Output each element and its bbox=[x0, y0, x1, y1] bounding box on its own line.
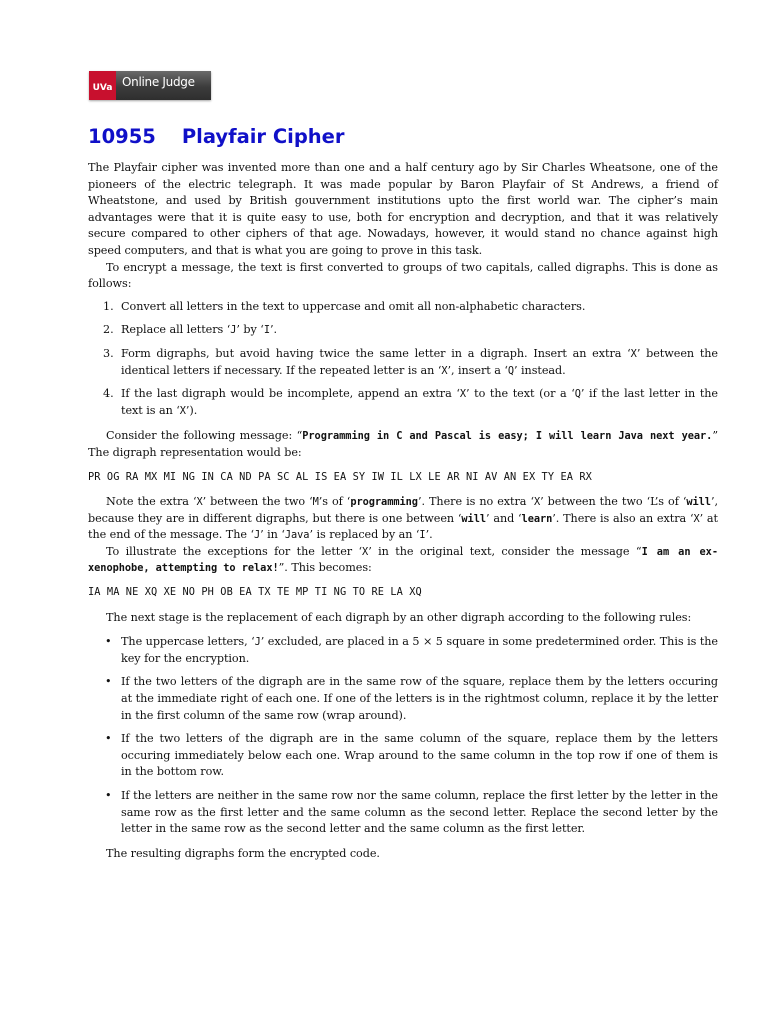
code-letter: X bbox=[196, 496, 203, 509]
stage-intro-paragraph: The next stage is the replacement of each digraph by an other digraph according to the following rules: bbox=[106, 610, 692, 624]
bullet-marker: • bbox=[105, 789, 112, 802]
example-1-paragraph bbox=[88, 428, 718, 461]
text: ’ is replaced by an ‘ bbox=[309, 528, 420, 542]
online-judge-label: Online Judge bbox=[116, 71, 211, 100]
code-word: will bbox=[461, 512, 486, 525]
intro-paragraph: The Playfair cipher was invented more than one and a half century ago by Sir Charles Wheatsone, one of the pioneers of the electric telegraph. It was made popular by Baron Playfair of St Andrews, a friend of Wheatstone, and used by British gouvernment institutions upto the first world war. The cipher’s main advantages were that it is quite easy to use, both for encryption and decryption, and that it was relatively secure compared to other ciphers of that age. Nowadays, however, it would stand no chance against high speed computers, and that is what you are going to prove in this task. bbox=[88, 161, 718, 257]
list-item bbox=[88, 346, 718, 379]
list-item bbox=[88, 788, 718, 838]
example-2-paragraph bbox=[88, 544, 718, 577]
note-paragraph bbox=[88, 494, 718, 544]
steps-list bbox=[88, 299, 718, 420]
rule-text: If the two letters of the digraph are in the same column of the square, replace them by the letters occuring immediately below each one. Wrap around to the same column in the top row if one of them is in the bottom row. bbox=[121, 732, 718, 779]
code-word: will bbox=[686, 496, 711, 509]
example-message-1: Programming in C and Pascal is easy; I will learn Java next year. bbox=[302, 430, 713, 443]
code-letter: J bbox=[230, 324, 237, 337]
step-text: ’ to the text (or a ‘ bbox=[466, 387, 575, 401]
text: ’. There is no extra ‘ bbox=[417, 495, 534, 509]
step-text: Convert all letters in the text to uppercase and omit all non-alphabetic characters. bbox=[121, 299, 586, 313]
list-item bbox=[88, 322, 718, 339]
problem-number: 10955 bbox=[88, 125, 156, 148]
code-letter: Q bbox=[507, 364, 514, 377]
bullet-marker: • bbox=[105, 675, 112, 689]
code-letter: X bbox=[459, 388, 467, 401]
step-text: Form digraphs, but avoid having twice the same letter in a digraph. Insert an extra ‘ bbox=[121, 346, 631, 360]
code-letter: X bbox=[179, 404, 186, 417]
code-word: programming bbox=[350, 496, 418, 509]
rules-list bbox=[88, 634, 718, 838]
rule-text: If the two letters of the digraph are in the same row of the square, replace them by the letters occuring at the immediate right of each one. If one of the letters is in the rightmost column, replace it by the letter in the first column of the same row (wrap around). bbox=[121, 675, 718, 722]
page-title bbox=[88, 125, 345, 148]
rule-text: The uppercase letters, ‘ bbox=[121, 635, 255, 649]
code-letter: M bbox=[312, 496, 319, 509]
problem-title: Playfair Cipher bbox=[181, 125, 345, 148]
code-letter: I bbox=[419, 529, 426, 542]
text: ’s of ‘ bbox=[318, 495, 351, 509]
list-item bbox=[88, 674, 718, 724]
step-text: ’ between the identical letters if necessary. If the repeated letter is an ‘ bbox=[121, 346, 718, 377]
text: Consider the following message: “ bbox=[106, 429, 303, 443]
code-letter: J bbox=[254, 636, 261, 649]
rule-text: ’ excluded, are placed in a 5 × 5 square in some predetermined order. This is the key for the encryption. bbox=[121, 635, 718, 665]
uva-badge: UVa bbox=[89, 71, 116, 100]
code-letter: J bbox=[253, 529, 261, 542]
code-letter: X bbox=[441, 364, 448, 377]
text: ’. There is also an extra ‘ bbox=[552, 511, 694, 525]
code-letter: I bbox=[263, 324, 270, 337]
text: ’ in ‘ bbox=[260, 528, 285, 542]
code-letter: X bbox=[630, 347, 637, 360]
code-letter: Q bbox=[574, 388, 581, 401]
text: ’ in the original text, consider the message “ bbox=[368, 544, 642, 558]
code-letter: X bbox=[362, 545, 369, 558]
step-text: Replace all letters ‘ bbox=[121, 323, 231, 337]
list-item bbox=[88, 634, 718, 667]
text: To illustrate the exceptions for the letter ‘ bbox=[106, 544, 363, 558]
text: ’ between the two ‘L’s of ‘ bbox=[540, 495, 687, 509]
example-message-2: I am an ex-xenophobe, attempting to relax! bbox=[88, 545, 718, 575]
step-text: ’, insert a ‘ bbox=[447, 363, 508, 377]
uva-online-judge-logo[interactable] bbox=[89, 71, 211, 100]
problem-statement bbox=[88, 160, 718, 862]
text: ’, because they are in different digraphs, but there is one between ‘ bbox=[88, 495, 718, 525]
step-text: ’). bbox=[185, 403, 198, 417]
step-text: ’ by ‘ bbox=[236, 323, 264, 337]
text: ” The digraph representation would be: bbox=[88, 429, 718, 459]
bullet-marker: • bbox=[105, 635, 112, 649]
encrypt-intro-paragraph: To encrypt a message, the text is first converted to groups of two capitals, called digraphs. This is done as follows: bbox=[88, 260, 718, 291]
bullet-marker: • bbox=[105, 732, 112, 746]
text: ”. This becomes: bbox=[278, 561, 372, 575]
text: ’ and ‘ bbox=[486, 511, 522, 525]
code-letter: X bbox=[533, 496, 541, 509]
code-word: Java bbox=[284, 529, 310, 542]
closing-paragraph: The resulting digraphs form the encrypted code. bbox=[106, 846, 380, 860]
code-word: learn bbox=[521, 512, 553, 525]
list-marker: 2. bbox=[103, 323, 114, 337]
step-text: ’ instead. bbox=[514, 363, 566, 377]
text: Note the extra ‘ bbox=[106, 495, 197, 509]
list-item bbox=[88, 386, 718, 419]
step-text: ’ if the last letter in the text is an ‘ bbox=[121, 387, 718, 417]
digraph-output-1: PR OG RA MX MI NG IN CA ND PA SC AL IS EA SY IW IL LX LE AR NI AV AN EX TY EA RX bbox=[88, 470, 592, 483]
text: ’ between the two ‘ bbox=[202, 495, 313, 509]
list-marker: 3. bbox=[103, 346, 114, 360]
code-letter: X bbox=[693, 512, 700, 525]
list-item bbox=[88, 299, 718, 316]
list-marker: 1. bbox=[103, 299, 114, 313]
text: ’. bbox=[425, 528, 433, 542]
text: ’ at the end of the message. The ‘ bbox=[88, 511, 718, 542]
digraph-output-2: IA MA NE XQ XE NO PH OB EA TX TE MP TI NG TO RE LA XQ bbox=[88, 586, 422, 599]
rule-text: If the letters are neither in the same row nor the same column, replace the first letter by the letter in the same row as the first letter and the same column as the second letter. Replace the second letter by the letter in the same row as the second letter and the same column as the first letter. bbox=[121, 789, 718, 836]
step-text: ’. bbox=[269, 323, 277, 337]
list-marker: 4. bbox=[103, 387, 114, 401]
list-item bbox=[88, 731, 718, 781]
step-text: If the last digraph would be incomplete, append an extra ‘ bbox=[121, 387, 460, 401]
